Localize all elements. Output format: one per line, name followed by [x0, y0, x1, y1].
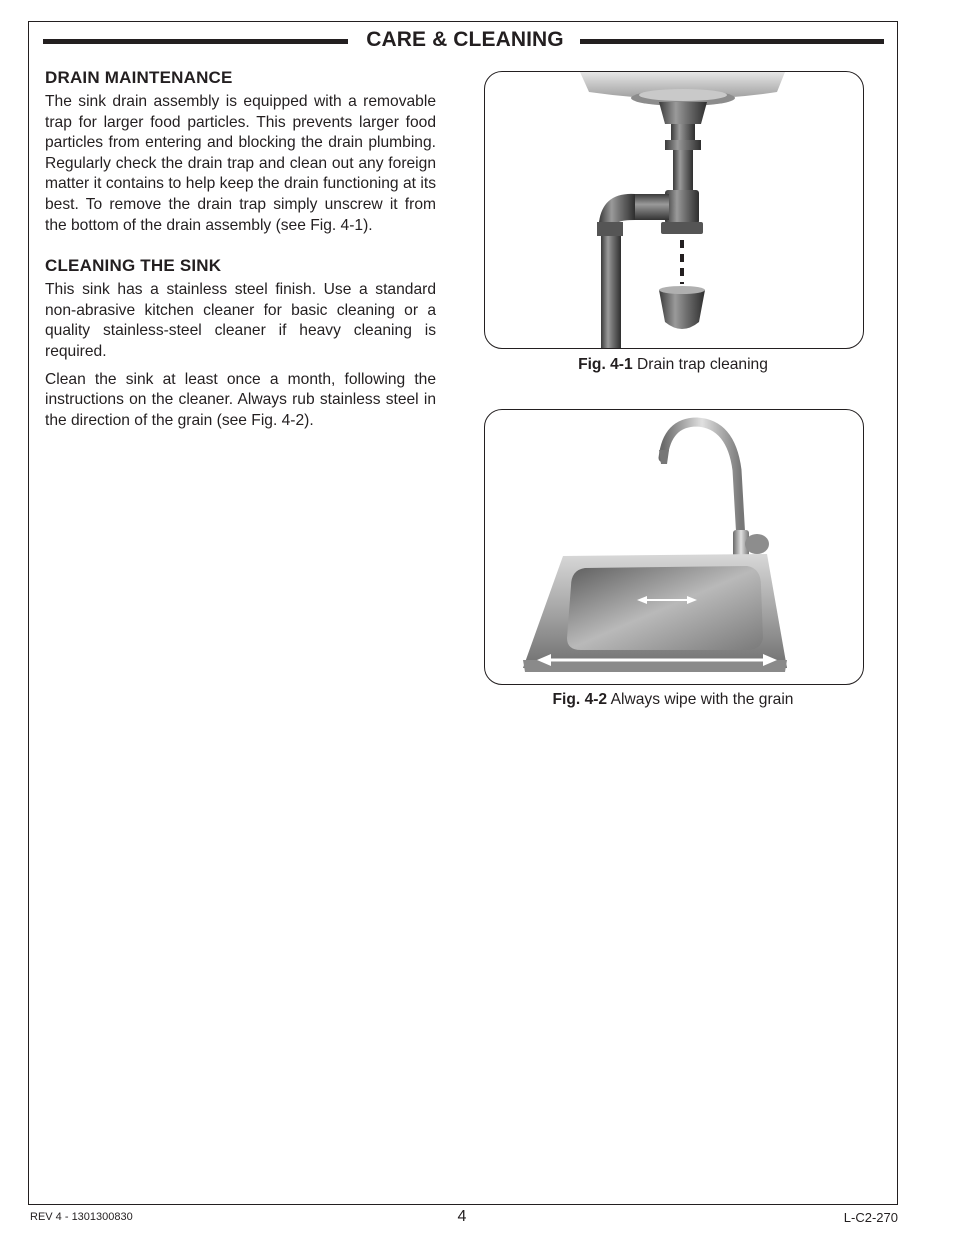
cleaning-sink-text-2: Clean the sink at least once a month, following the instructions on the cleaner. Always rub stainless steel in the direction of the grain (see Fig. 4-2).: [45, 370, 436, 429]
figure-4-1-text: Drain trap cleaning: [637, 356, 768, 373]
sink-illustration: [485, 410, 863, 684]
header-rule-left: [43, 39, 348, 44]
cleaning-sink-heading: CLEANING THE SINK: [45, 256, 222, 276]
figure-4-2-caption: [484, 691, 862, 709]
drain-maintenance-text: The sink drain assembly is equipped with a removable trap for larger food particles. This prevents larger food particles from entering and blocking the drain plumbing. Regularly check the drain trap and clean out any foreign matter it contains to help keep the drain functioning at its best. To remove the drain trap simply unscrew it from the bottom of the drain assembly (see Fig. 4-1).: [45, 93, 436, 234]
section-title: CARE & CLEANING: [366, 28, 564, 51]
figure-4-1-label: Fig. 4-1: [578, 356, 633, 373]
figure-sink: [484, 409, 864, 685]
text-column: [45, 68, 436, 431]
footer-revision: REV 4 - 1301300830: [30, 1211, 133, 1223]
figure-4-2-text: Always wipe with the grain: [610, 691, 794, 708]
drain-trap-illustration: [485, 72, 863, 348]
section-header: [43, 27, 884, 57]
footer-doc-code: L-C2-270: [843, 1210, 898, 1225]
figure-4-1-caption: [484, 356, 862, 374]
header-rule-right: [580, 39, 884, 44]
figure-4-2-label: Fig. 4-2: [552, 691, 608, 708]
figure-drain-trap: [484, 71, 864, 349]
footer-page-number: 4: [457, 1208, 467, 1225]
cleaning-sink-text-1: This sink has a stainless steel finish. Use a standard non-abrasive kitchen cleaner for basic cleaning or a quality stainless-steel cleaner if heavy cleaning is required.: [45, 281, 436, 360]
drain-maintenance-heading: DRAIN MAINTENANCE: [45, 68, 233, 87]
